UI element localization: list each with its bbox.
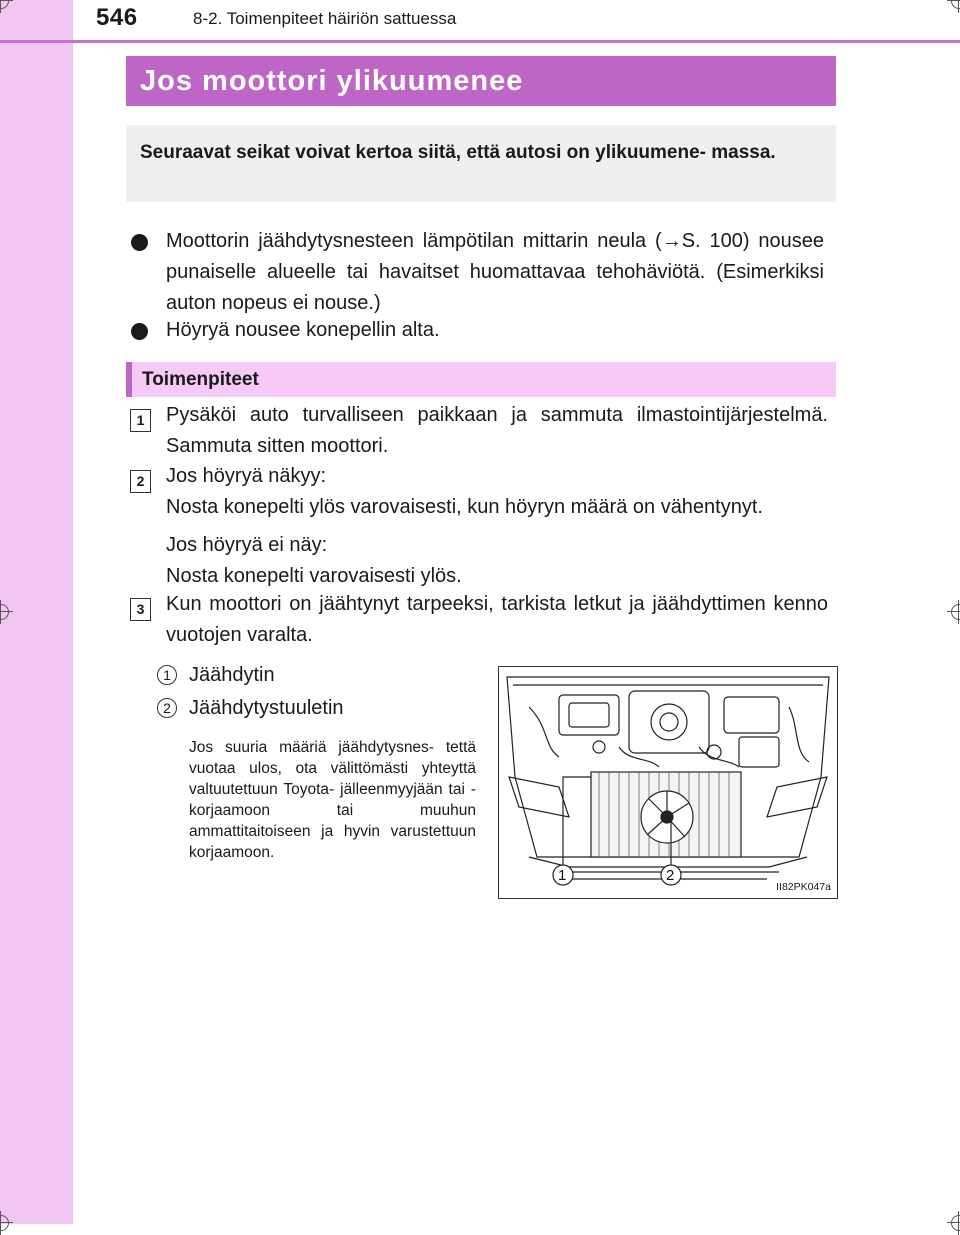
crop-mark-icon [947,0,960,13]
crop-mark-icon [0,600,13,624]
step-number-badge: 1 [130,409,151,432]
engine-bay-illustration [498,666,838,899]
section-header: 8-2. Toimenpiteet häiriön sattuessa [193,9,457,28]
crop-mark-icon [947,600,960,624]
step-number-badge: 3 [130,598,151,621]
subheading-accent [126,362,132,397]
figure-marker-1: 1 [558,867,567,884]
page-title-bar [126,56,836,106]
header-rule [0,40,960,43]
figure-marker-2: 2 [666,867,675,884]
step-text: Pysäköi auto turvalliseen paikkaan ja sammuta ilmastointijärjestelmä. Sammuta sitten moottori. [166,404,828,457]
step-text: Kun moottori on jäähtynyt tarpeeksi, tarkista letkut ja jäähdyttimen kenno vuotojen varalta. [166,593,828,646]
callout-label: Jäähdytin [189,664,275,686]
subheading-bar [126,362,836,397]
bullet-text: Moottorin jäähdytysnesteen lämpötilan mittarin neula (→S. 100) nousee punaiselle alueelle tai havaitset huomattavaa tehohäviötä. (Esimerkiksi auton nopeus ei nouse.) [166,230,824,314]
callout-number: 2 [157,698,177,718]
intro-text: Seuraavat seikat voivat kertoa siitä, että autosi on ylikuumene- massa. [140,142,776,163]
crop-mark-icon [0,0,13,13]
bullet-dot-icon [131,323,148,340]
step-text: Jos höyryä ei näy: [166,534,328,556]
step-text: Jos höyryä näkyy: [166,465,327,487]
note-text: Jos suuria määriä jäähdytysnes- tettä vuotaa ulos, ota välittömästi yhteyttä valtuutettuun Toyota- jälleenmyyjään tai -korjaamoon tai muuhun ammattitaitoiseen ja hyvin varustettuun korjaamoon. [189,739,476,861]
crop-mark-icon [0,1211,13,1235]
page-title: Jos moottori ylikuumenee [140,65,524,97]
bullet-text: Höyryä nousee konepellin alta. [166,319,440,341]
crop-mark-icon [947,1211,960,1235]
engine-bay-drawing [499,667,837,898]
page-number: 546 [96,4,138,31]
intro-box [126,125,836,202]
step-number-badge: 2 [130,470,151,493]
step-text: Nosta konepelti ylös varovaisesti, kun höyryn määrä on vähentynyt. [166,496,763,518]
figure-code: II82PK047a [776,881,831,893]
callout-number: 1 [157,665,177,685]
bullet-dot-icon [131,234,148,251]
callout-label: Jäähdytystuuletin [189,697,344,719]
step-text: Nosta konepelti varovaisesti ylös. [166,565,462,587]
subheading: Toimenpiteet [142,369,259,390]
